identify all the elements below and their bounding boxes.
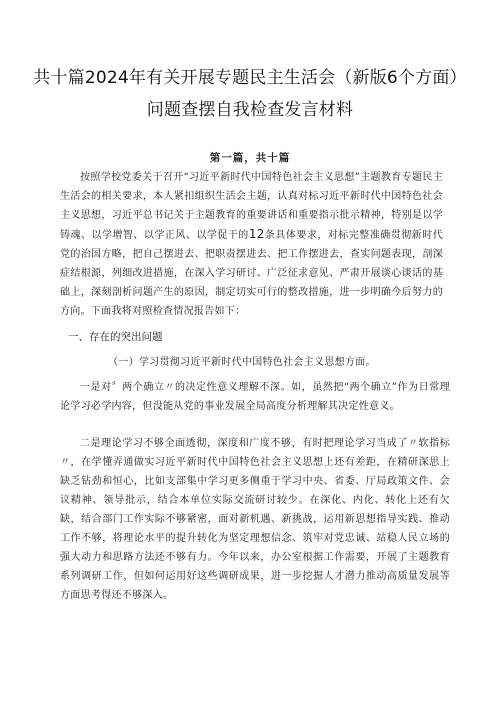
- intro-number: 12: [248, 227, 265, 241]
- section-heading-problems: 一、存在的突出问题: [68, 331, 163, 343]
- paragraph-two-establishments: 一是对〞两个确立〃的决定性意义理解不深。如，虽然把“两个确立”作为日常理论学习必学内容，但没能从党的事业发展全局高度分析理解其决定性意义。: [60, 382, 450, 412]
- document-title: 共十篇2024年有关开展专题民主生活会（新版6个方面）问题查摆自我检查发言材料: [33, 68, 467, 120]
- document-subtitle: 第一篇，共十篇: [209, 152, 291, 164]
- subsection-heading-theory: （一）学习贯彻习近平新时代中国特色社会主义思想方面。: [108, 357, 376, 368]
- paragraph-theory-study: 二是理论学习不够全面透彻，深度和广度不够，有时把理论学习当成了〃软指标〃，在学懂弄通做实习近平新时代中国特色社会主义思想上还有差距，在精研深思上缺乏钻劲和恒心，比如支部集中学习更多侧重于学习中央、省委、厅局政策文件、会议精神、领导批示，结合本单位实际交流研讨较少。在深化、内化、转化上还有欠缺，结合部门工作实际不够紧密，面对新机遇、新挑战，运用新思想指导实践、推动工作不够，将理论水平的提升转化为坚定理想信念、筑牢对党忠诚、站稳人民立场的强大动力和思路方法还不够有力。今年以来，办公室根据工作需要，开展了主题教育系列调研工作，但如何运用好这些调研成果，进一步挖掘人才潜力推动高质量发展等方面思考得还不够深入。: [60, 438, 450, 601]
- intro-text-part1: 按照学校党委关于召开“习近平新时代中国特色社会主义思想”主题教育专题民主生活会的相关要求，本人紧扣组织生活会主题，认真对标习近平新时代中国特色社会主义思想，习近平总书记关于主题教育的重要讲话和重要指示批示精神，特别是以学铸魂、以学增智、以学正风、以学促干的: [60, 172, 443, 241]
- intro-paragraph: [60, 168, 443, 321]
- intro-text-part2: 条具体要求，对标完整准确贯彻新时代党的治国方略，把自己摆进去、把职责摆进去、把工作摆进去，查实问题表现，剖深症结根源，列细改进措施，在深入学习研讨、广泛征求意见、严肃开展谈心谈话的基础上，深刻剖析问题产生的原因，制定切实可行的整改措施，进一步明确今后努力的方向。下面我将对照检查情况报告如下：: [60, 230, 443, 317]
